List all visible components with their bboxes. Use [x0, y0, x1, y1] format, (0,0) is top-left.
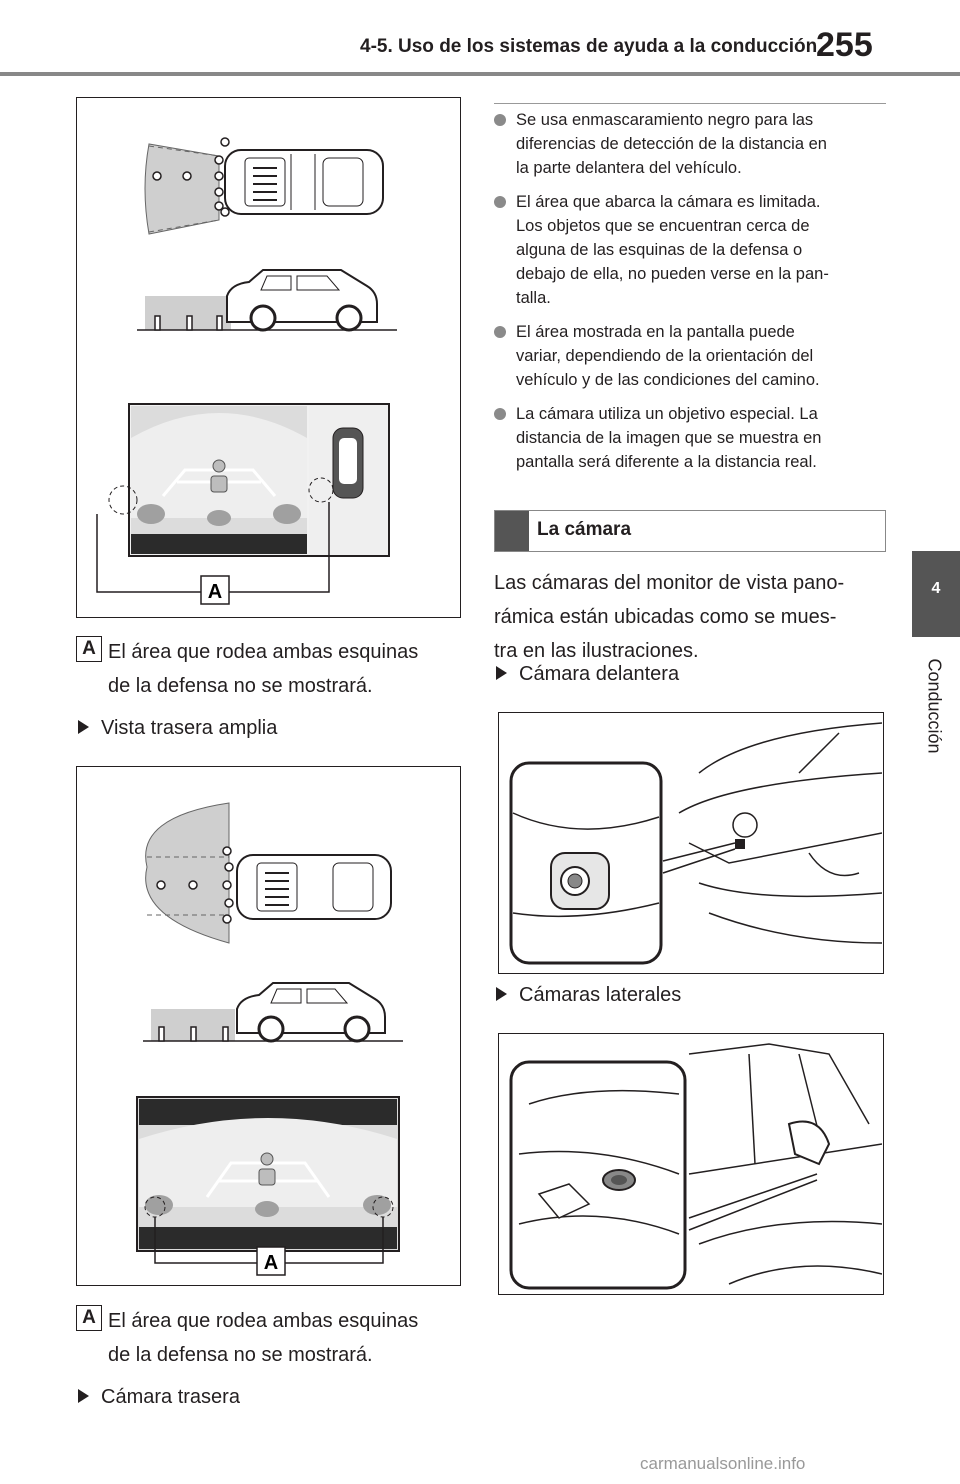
- note-line: vehículo y de las condiciones del camino.: [516, 371, 820, 389]
- note-item: [494, 108, 894, 180]
- bullet-icon: [494, 196, 506, 208]
- note-line: distancia de la imagen que se muestra en: [516, 429, 822, 447]
- list-item-wide-rear: [78, 713, 277, 743]
- bullet-icon: [494, 114, 506, 126]
- figure-side-cameras: [498, 1033, 884, 1295]
- caption2-line1: El área que rodea ambas esquinas: [108, 1310, 419, 1332]
- list-item-side-cameras: [496, 980, 681, 1010]
- chapter-label: [914, 646, 954, 766]
- arrow-right-icon: [496, 666, 507, 680]
- list-item-label: Vista trasera amplia: [101, 717, 278, 739]
- note-item: [494, 320, 894, 392]
- section-header: [494, 510, 886, 552]
- section-title: 4-5. Uso de los sistemas de ayuda a la conducción: [360, 36, 818, 57]
- figure-wide-rear-view: [76, 766, 461, 1286]
- arrow-right-icon: [78, 720, 89, 734]
- section-intro-line3: tra en las ilustraciones.: [494, 640, 699, 662]
- notes-list: [494, 108, 894, 474]
- caption2-line2: de la defensa no se mostrará.: [108, 1344, 373, 1366]
- caption1-line2: de la defensa no se mostrará.: [108, 675, 373, 697]
- side-cameras-illustration: [499, 1034, 882, 1293]
- figure1-callout-label: A: [207, 581, 223, 603]
- section-header-title: La cámara: [537, 519, 632, 540]
- note-line: El área mostrada en la pantalla puede: [516, 323, 795, 341]
- header-divider: [0, 72, 960, 76]
- caption1-line1: El área que rodea ambas esquinas: [108, 641, 419, 663]
- front-camera-illustration: [499, 713, 882, 972]
- callout-tag: A: [76, 636, 102, 662]
- callout-tag: A: [76, 1305, 102, 1331]
- page-number: 255: [816, 26, 873, 64]
- chapter-number: 4: [931, 580, 941, 597]
- arrow-right-icon: [78, 1389, 89, 1403]
- note-line: alguna de las esquinas de la defensa o: [516, 241, 803, 259]
- figure2-callout-label: A: [263, 1252, 279, 1274]
- section-intro-line1: Las cámaras del monitor de vista pano-: [494, 572, 845, 594]
- note-line: talla.: [516, 289, 551, 307]
- notes-divider: [494, 103, 886, 104]
- bullet-icon: [494, 326, 506, 338]
- note-item: [494, 190, 894, 310]
- note-item: [494, 402, 894, 474]
- list-item-label: Cámaras laterales: [519, 984, 682, 1006]
- arrow-right-icon: [496, 987, 507, 1001]
- note-line: variar, dependiendo de la orientación del: [516, 347, 814, 365]
- note-line: Los objetos que se encuentran cerca de: [516, 217, 810, 235]
- list-item-front-camera: [496, 659, 679, 689]
- section-header-marker: [495, 511, 529, 551]
- list-item-label: Cámara delantera: [519, 663, 680, 685]
- note-line: diferencias de detección de la distancia en: [516, 135, 827, 153]
- list-item-rear-camera: [78, 1382, 240, 1412]
- note-line: pantalla será diferente a la distancia real.: [516, 453, 817, 471]
- bullet-icon: [494, 408, 506, 420]
- figure-front-camera: [498, 712, 884, 974]
- note-line: La cámara utiliza un objetivo especial. La: [516, 405, 818, 423]
- figure-front-wide-view: [76, 97, 461, 618]
- front-wide-view-illustration: [77, 98, 459, 616]
- watermark: carmanualsonline.info: [640, 1454, 806, 1473]
- chapter-label-text: Conducción: [924, 658, 945, 754]
- note-line: la parte delantera del vehículo.: [516, 159, 742, 177]
- wide-rear-view-illustration: [77, 767, 459, 1284]
- note-line: debajo de ella, no pueden verse en la pan-: [516, 265, 829, 283]
- section-intro-line2: rámica están ubicadas como se mues-: [494, 606, 837, 628]
- note-line: El área que abarca la cámara es limitada.: [516, 193, 821, 211]
- list-item-label: Cámara trasera: [101, 1386, 240, 1408]
- note-line: Se usa enmascaramiento negro para las: [516, 111, 814, 129]
